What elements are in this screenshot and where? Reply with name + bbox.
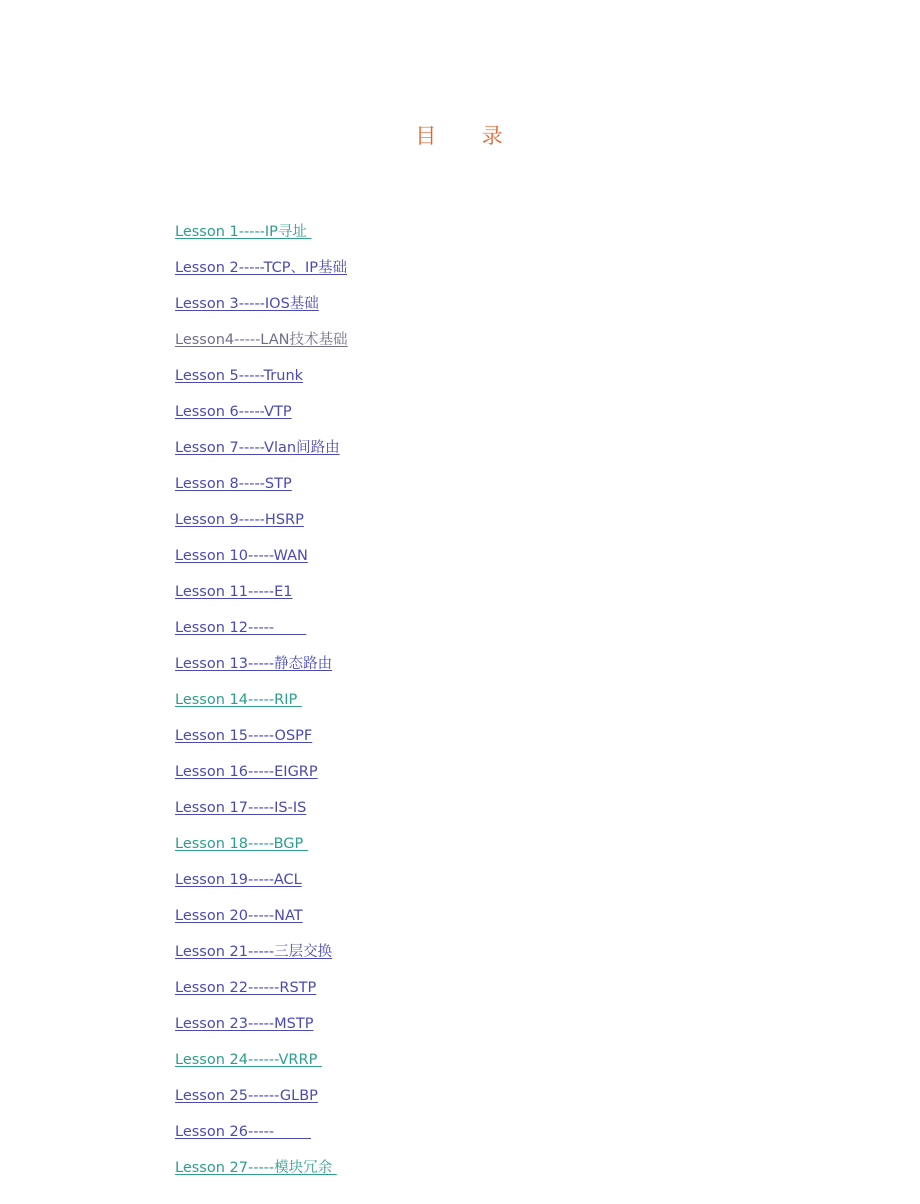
toc-entry-label: Lesson 7-----Vlan间路由 xyxy=(175,440,340,456)
toc-entry-3[interactable] xyxy=(175,286,815,322)
toc-entry-label: Lesson 5-----Trunk xyxy=(175,368,304,384)
toc-entry-18[interactable] xyxy=(175,826,815,862)
toc-entry-11[interactable] xyxy=(175,574,815,610)
page-title: 目 录 xyxy=(415,124,505,148)
toc-entry-label: Lesson 6-----VTP xyxy=(175,404,292,420)
toc-entry-5[interactable] xyxy=(175,358,815,394)
toc-entry-25[interactable] xyxy=(175,1078,815,1114)
toc-entry-label: Lesson 12----- xyxy=(175,620,307,636)
toc-entry-label: Lesson 19-----ACL xyxy=(175,872,302,888)
toc-entry-2[interactable] xyxy=(175,250,815,286)
toc-entry-label: Lesson 14-----RIP xyxy=(175,692,302,708)
toc-entry-26[interactable] xyxy=(175,1114,815,1150)
toc-entry-label: Lesson 8-----STP xyxy=(175,476,292,492)
toc-entry-14[interactable] xyxy=(175,682,815,718)
toc-entry-label: Lesson 1-----IP寻址 xyxy=(175,224,312,240)
toc-entry-label: Lesson 2-----TCP、IP基础 xyxy=(175,260,347,276)
toc-entry-23[interactable] xyxy=(175,1006,815,1042)
toc-entry-12[interactable] xyxy=(175,610,815,646)
toc-entry-label: Lesson 26----- xyxy=(175,1124,312,1140)
toc-entry-label: Lesson 9-----HSRP xyxy=(175,512,304,528)
toc-entry-label: Lesson 10-----WAN xyxy=(175,548,308,564)
toc-entry-label: Lesson 15-----OSPF xyxy=(175,728,313,744)
toc-entry-label: Lesson 11-----E1 xyxy=(175,584,293,600)
toc-entry-16[interactable] xyxy=(175,754,815,790)
toc-entry-20[interactable] xyxy=(175,898,815,934)
toc-entry-label: Lesson 23-----MSTP xyxy=(175,1016,314,1032)
toc-entry-label: Lesson 17-----IS-IS xyxy=(175,800,307,816)
toc-entry-21[interactable] xyxy=(175,934,815,970)
toc-entry-label: Lesson4-----LAN技术基础 xyxy=(175,332,348,348)
toc-entry-7[interactable] xyxy=(175,430,815,466)
toc-entry-label: Lesson 16-----EIGRP xyxy=(175,764,318,780)
toc-entry-label: Lesson 25------GLBP xyxy=(175,1088,318,1104)
toc-entry-10[interactable] xyxy=(175,538,815,574)
toc-entry-label: Lesson 3-----IOS基础 xyxy=(175,296,319,312)
toc-entry-label: Lesson 13-----静态路由 xyxy=(175,656,333,672)
toc-entry-label: Lesson 24------VRRP xyxy=(175,1052,322,1068)
table-of-contents xyxy=(175,214,815,1186)
toc-entry-9[interactable] xyxy=(175,502,815,538)
toc-entry-6[interactable] xyxy=(175,394,815,430)
toc-entry-22[interactable] xyxy=(175,970,815,1006)
toc-entry-label: Lesson 21-----三层交换 xyxy=(175,944,333,960)
toc-entry-27[interactable] xyxy=(175,1150,815,1186)
toc-entry-8[interactable] xyxy=(175,466,815,502)
toc-entry-label: Lesson 22------RSTP xyxy=(175,980,317,996)
toc-entry-19[interactable] xyxy=(175,862,815,898)
toc-entry-label: Lesson 18-----BGP xyxy=(175,836,308,852)
toc-entry-17[interactable] xyxy=(175,790,815,826)
toc-entry-15[interactable] xyxy=(175,718,815,754)
toc-entry-24[interactable] xyxy=(175,1042,815,1078)
toc-entry-1[interactable] xyxy=(175,214,815,250)
toc-entry-label: Lesson 20-----NAT xyxy=(175,908,303,924)
toc-entry-label: Lesson 27-----模块冗余 xyxy=(175,1160,337,1176)
toc-entry-13[interactable] xyxy=(175,646,815,682)
toc-entry-4[interactable] xyxy=(175,322,815,358)
